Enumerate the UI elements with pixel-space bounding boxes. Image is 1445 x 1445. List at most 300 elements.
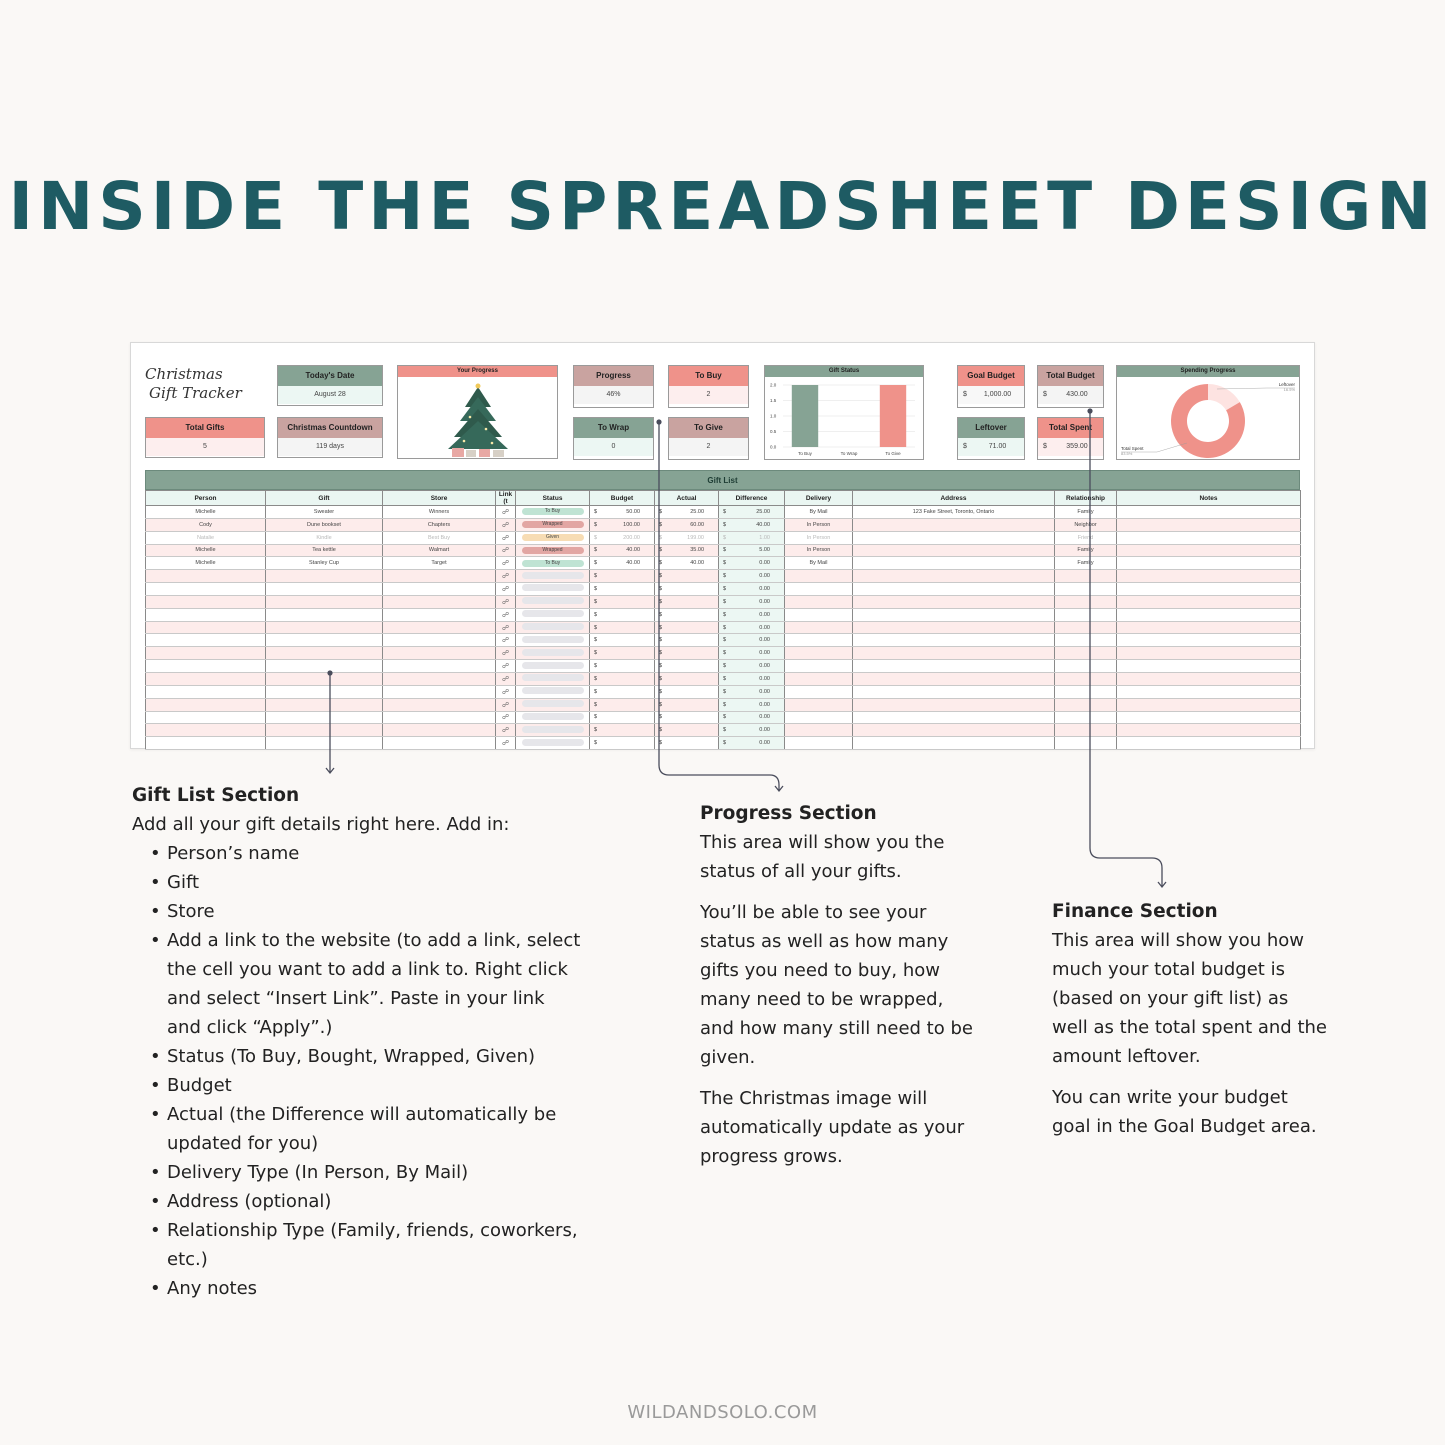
status-cell[interactable] (516, 698, 590, 711)
notes-cell[interactable] (1117, 647, 1301, 660)
address-cell[interactable] (853, 518, 1055, 531)
table-row (146, 698, 1301, 711)
person-cell[interactable] (146, 634, 266, 647)
status-cell[interactable] (516, 621, 590, 634)
currency-symbol: $ (659, 714, 663, 721)
difference-cell[interactable] (719, 724, 785, 737)
delivery-cell[interactable] (785, 660, 853, 673)
difference-cell[interactable] (719, 698, 785, 711)
store-cell[interactable]: Best Buy (383, 531, 496, 544)
gift-cell[interactable] (266, 647, 383, 660)
link-icon[interactable]: ☍ (501, 740, 510, 748)
table-row (146, 595, 1301, 608)
relationship-cell[interactable] (1055, 660, 1117, 673)
gift-cell[interactable] (266, 634, 383, 647)
budget-cell[interactable] (590, 506, 655, 519)
x-tick-label: To Give (885, 451, 901, 456)
notes-cell[interactable] (1117, 634, 1301, 647)
store-cell[interactable] (383, 608, 496, 621)
budget-cell[interactable] (590, 724, 655, 737)
actual-cell[interactable] (655, 685, 719, 698)
address-cell[interactable] (853, 647, 1055, 660)
difference-cell[interactable] (719, 660, 785, 673)
link-cell[interactable] (496, 518, 516, 531)
status-cell[interactable] (516, 685, 590, 698)
store-cell[interactable] (383, 634, 496, 647)
person-cell[interactable]: Michelle (146, 557, 266, 570)
relationship-cell[interactable] (1055, 634, 1117, 647)
address-cell[interactable] (853, 737, 1055, 750)
link-icon[interactable]: ☍ (501, 521, 510, 529)
address-cell[interactable] (853, 634, 1055, 647)
gift-cell[interactable] (266, 595, 383, 608)
gift-cell[interactable] (266, 660, 383, 673)
relationship-cell[interactable]: Family (1055, 544, 1117, 557)
currency-symbol: $ (594, 663, 598, 670)
link-icon[interactable]: ☍ (501, 598, 510, 606)
store-cell[interactable] (383, 724, 496, 737)
notes-cell[interactable] (1117, 531, 1301, 544)
difference-cell[interactable] (719, 621, 785, 634)
link-icon[interactable]: ☍ (501, 560, 510, 568)
delivery-cell[interactable] (785, 570, 853, 583)
status-dropdown[interactable]: Wrapped (522, 521, 584, 528)
y-tick-label: 2.0 (770, 382, 777, 388)
logo-line-2: Gift Tracker (149, 384, 242, 402)
gift-cell[interactable] (266, 711, 383, 724)
currency-symbol: $ (723, 675, 727, 682)
person-cell[interactable]: Michelle (146, 506, 266, 519)
delivery-cell[interactable] (785, 647, 853, 660)
actual-cell[interactable] (655, 647, 719, 660)
store-cell[interactable] (383, 583, 496, 596)
person-cell[interactable] (146, 647, 266, 660)
status-dropdown[interactable] (522, 674, 584, 681)
link-cell[interactable] (496, 608, 516, 621)
status-dropdown[interactable] (522, 649, 584, 656)
delivery-cell[interactable] (785, 672, 853, 685)
relationship-cell[interactable]: Friend (1055, 531, 1117, 544)
relationship-cell[interactable] (1055, 711, 1117, 724)
difference-cell[interactable] (719, 685, 785, 698)
difference-cell[interactable] (719, 518, 785, 531)
status-cell[interactable] (516, 634, 590, 647)
budget-cell[interactable] (590, 634, 655, 647)
link-icon[interactable]: ☍ (501, 688, 510, 696)
link-icon[interactable]: ☍ (501, 714, 510, 722)
spending-progress-chart-title: Spending Progress (1117, 366, 1299, 377)
notes-cell[interactable] (1117, 544, 1301, 557)
address-cell[interactable] (853, 711, 1055, 724)
delivery-cell[interactable] (785, 737, 853, 750)
link-cell[interactable] (496, 531, 516, 544)
link-icon[interactable]: ☍ (501, 611, 510, 619)
gift-cell[interactable]: Dune bookset (266, 518, 383, 531)
actual-cell[interactable] (655, 698, 719, 711)
status-dropdown[interactable] (522, 726, 584, 733)
difference-cell[interactable] (719, 711, 785, 724)
link-icon[interactable]: ☍ (501, 727, 510, 735)
person-cell[interactable] (146, 685, 266, 698)
budget-cell[interactable] (590, 660, 655, 673)
relationship-cell[interactable] (1055, 595, 1117, 608)
address-cell[interactable] (853, 724, 1055, 737)
address-cell[interactable] (853, 660, 1055, 673)
status-dropdown[interactable]: Given (522, 534, 584, 541)
budget-cell[interactable] (590, 711, 655, 724)
notes-cell[interactable] (1117, 608, 1301, 621)
table-row (146, 531, 1301, 544)
relationship-cell[interactable] (1055, 583, 1117, 596)
link-cell[interactable] (496, 570, 516, 583)
store-cell[interactable] (383, 698, 496, 711)
person-cell[interactable] (146, 672, 266, 685)
relationship-cell[interactable]: Family (1055, 506, 1117, 519)
actual-cell[interactable] (655, 621, 719, 634)
status-cell[interactable] (516, 506, 590, 519)
store-cell[interactable] (383, 685, 496, 698)
person-cell[interactable] (146, 711, 266, 724)
person-cell[interactable]: Natalie (146, 531, 266, 544)
delivery-cell[interactable]: In Person (785, 544, 853, 557)
delivery-cell[interactable] (785, 685, 853, 698)
relationship-cell[interactable] (1055, 724, 1117, 737)
actual-cell[interactable] (655, 634, 719, 647)
actual-cell[interactable] (655, 518, 719, 531)
budget-cell[interactable] (590, 608, 655, 621)
actual-cell[interactable] (655, 737, 719, 750)
link-cell[interactable] (496, 583, 516, 596)
relationship-cell[interactable]: Family (1055, 557, 1117, 570)
link-icon[interactable]: ☍ (501, 547, 510, 555)
todays-date-card (277, 365, 383, 406)
link-cell[interactable] (496, 557, 516, 570)
status-dropdown[interactable] (522, 662, 584, 669)
gift-cell[interactable]: Kindle (266, 531, 383, 544)
budget-cell[interactable] (590, 595, 655, 608)
status-dropdown[interactable] (522, 700, 584, 707)
address-cell[interactable]: 123 Fake Street, Toronto, Ontario (853, 506, 1055, 519)
actual-cell[interactable] (655, 660, 719, 673)
goal-budget-value[interactable] (958, 386, 1024, 404)
difference-cell[interactable] (719, 737, 785, 750)
budget-cell[interactable] (590, 647, 655, 660)
store-cell[interactable] (383, 672, 496, 685)
to-give-value: 2 (669, 438, 748, 456)
link-icon[interactable]: ☍ (501, 534, 510, 542)
store-cell[interactable] (383, 647, 496, 660)
gift-cell[interactable] (266, 608, 383, 621)
actual-cell[interactable] (655, 672, 719, 685)
link-cell[interactable] (496, 672, 516, 685)
actual-cell[interactable] (655, 544, 719, 557)
notes-cell[interactable] (1117, 621, 1301, 634)
person-cell[interactable] (146, 660, 266, 673)
link-cell[interactable] (496, 737, 516, 750)
link-cell[interactable] (496, 660, 516, 673)
status-dropdown[interactable] (522, 584, 584, 591)
store-cell[interactable]: Walmart (383, 544, 496, 557)
relationship-cell[interactable] (1055, 608, 1117, 621)
store-cell[interactable] (383, 621, 496, 634)
address-cell[interactable] (853, 595, 1055, 608)
actual-cell[interactable] (655, 608, 719, 621)
link-cell[interactable] (496, 685, 516, 698)
store-cell[interactable] (383, 660, 496, 673)
actual-cell[interactable] (655, 711, 719, 724)
status-cell[interactable] (516, 737, 590, 750)
link-cell[interactable] (496, 595, 516, 608)
status-cell[interactable] (516, 531, 590, 544)
list-item: • Gift (150, 868, 582, 897)
notes-cell[interactable] (1117, 672, 1301, 685)
difference-cell-amount: 40.00 (756, 521, 770, 528)
link-icon[interactable]: ☍ (501, 650, 510, 658)
budget-cell[interactable] (590, 698, 655, 711)
gift-cell[interactable] (266, 737, 383, 750)
status-dropdown[interactable] (522, 739, 584, 746)
delivery-cell[interactable]: By Mail (785, 506, 853, 519)
address-cell[interactable] (853, 570, 1055, 583)
status-cell[interactable] (516, 711, 590, 724)
difference-cell[interactable] (719, 506, 785, 519)
delivery-cell[interactable] (785, 634, 853, 647)
address-cell[interactable] (853, 672, 1055, 685)
status-cell[interactable] (516, 518, 590, 531)
delivery-cell[interactable] (785, 621, 853, 634)
budget-cell[interactable] (590, 570, 655, 583)
budget-cell[interactable] (590, 737, 655, 750)
person-cell[interactable] (146, 737, 266, 750)
actual-cell[interactable] (655, 570, 719, 583)
status-cell[interactable] (516, 595, 590, 608)
link-icon[interactable]: ☍ (501, 508, 510, 516)
link-cell[interactable] (496, 544, 516, 557)
difference-cell[interactable] (719, 544, 785, 557)
store-cell[interactable] (383, 595, 496, 608)
person-cell[interactable] (146, 570, 266, 583)
status-cell[interactable] (516, 583, 590, 596)
address-cell[interactable] (853, 583, 1055, 596)
total-gifts-value: 5 (146, 438, 264, 456)
person-cell[interactable] (146, 583, 266, 596)
notes-cell[interactable] (1117, 724, 1301, 737)
link-icon[interactable]: ☍ (501, 624, 510, 632)
notes-cell[interactable] (1117, 660, 1301, 673)
relationship-cell[interactable] (1055, 621, 1117, 634)
gift-cell[interactable] (266, 672, 383, 685)
address-cell[interactable] (853, 685, 1055, 698)
person-cell[interactable]: Cody (146, 518, 266, 531)
difference-cell[interactable] (719, 608, 785, 621)
gift-cell[interactable]: Sweater (266, 506, 383, 519)
gift-cell[interactable] (266, 583, 383, 596)
address-cell[interactable] (853, 608, 1055, 621)
budget-cell[interactable] (590, 531, 655, 544)
person-cell[interactable] (146, 724, 266, 737)
notes-cell[interactable] (1117, 583, 1301, 596)
status-cell[interactable] (516, 570, 590, 583)
status-dropdown[interactable] (522, 713, 584, 720)
to-wrap-label: To Wrap (574, 418, 653, 438)
link-cell[interactable] (496, 506, 516, 519)
store-cell[interactable]: Target (383, 557, 496, 570)
store-cell[interactable] (383, 711, 496, 724)
link-cell[interactable] (496, 634, 516, 647)
difference-cell[interactable] (719, 672, 785, 685)
status-cell[interactable] (516, 660, 590, 673)
todays-date-value[interactable]: August 28 (278, 386, 382, 404)
link-cell[interactable] (496, 647, 516, 660)
delivery-cell[interactable] (785, 595, 853, 608)
difference-cell[interactable] (719, 557, 785, 570)
delivery-cell[interactable] (785, 724, 853, 737)
relationship-cell[interactable]: Neighbor (1055, 518, 1117, 531)
notes-cell[interactable] (1117, 698, 1301, 711)
leftover-card (957, 417, 1025, 460)
gift-status-chart-title: Gift Status (765, 366, 923, 377)
table-row (146, 506, 1301, 519)
person-cell[interactable] (146, 698, 266, 711)
gift-cell[interactable]: Tea kettle (266, 544, 383, 557)
status-cell[interactable] (516, 608, 590, 621)
table-row (146, 570, 1301, 583)
link-cell[interactable] (496, 711, 516, 724)
status-cell[interactable] (516, 647, 590, 660)
budget-cell[interactable] (590, 557, 655, 570)
difference-cell[interactable] (719, 570, 785, 583)
link-icon[interactable]: ☍ (501, 585, 510, 593)
address-cell[interactable] (853, 698, 1055, 711)
actual-cell[interactable] (655, 557, 719, 570)
person-cell[interactable] (146, 595, 266, 608)
notes-cell[interactable] (1117, 737, 1301, 750)
link-icon[interactable]: ☍ (501, 637, 510, 645)
progress-value: 46% (574, 386, 653, 404)
gift-cell[interactable] (266, 621, 383, 634)
delivery-cell[interactable]: In Person (785, 531, 853, 544)
status-dropdown[interactable] (522, 572, 584, 579)
status-cell[interactable] (516, 557, 590, 570)
address-cell[interactable] (853, 544, 1055, 557)
store-cell[interactable] (383, 737, 496, 750)
budget-cell[interactable] (590, 583, 655, 596)
link-icon[interactable]: ☍ (501, 663, 510, 671)
status-cell[interactable] (516, 672, 590, 685)
store-cell[interactable] (383, 570, 496, 583)
difference-cell[interactable] (719, 647, 785, 660)
difference-cell-amount: 0.00 (759, 650, 770, 657)
delivery-cell[interactable] (785, 583, 853, 596)
link-icon[interactable]: ☍ (501, 573, 510, 581)
person-cell[interactable] (146, 621, 266, 634)
link-cell[interactable] (496, 698, 516, 711)
status-dropdown[interactable]: To Buy (522, 508, 584, 515)
person-cell[interactable] (146, 608, 266, 621)
status-dropdown[interactable] (522, 597, 584, 604)
gift-cell[interactable] (266, 698, 383, 711)
currency-symbol: $ (659, 727, 663, 734)
link-cell[interactable] (496, 621, 516, 634)
status-dropdown[interactable]: Wrapped (522, 547, 584, 554)
notes-cell[interactable] (1117, 711, 1301, 724)
footer-website[interactable]: WILDANDSOLO.COM (627, 1402, 818, 1423)
status-dropdown[interactable]: To Buy (522, 560, 584, 567)
relationship-cell[interactable] (1055, 647, 1117, 660)
notes-cell[interactable] (1117, 595, 1301, 608)
notes-cell[interactable] (1117, 557, 1301, 570)
relationship-cell[interactable] (1055, 698, 1117, 711)
link-icon[interactable]: ☍ (501, 701, 510, 709)
actual-cell[interactable] (655, 583, 719, 596)
delivery-cell[interactable] (785, 698, 853, 711)
gift-cell[interactable] (266, 685, 383, 698)
link-cell[interactable] (496, 724, 516, 737)
status-dropdown[interactable] (522, 610, 584, 617)
donut-label: Leftover (1278, 382, 1295, 387)
difference-cell[interactable] (719, 583, 785, 596)
relationship-cell[interactable] (1055, 570, 1117, 583)
relationship-cell[interactable] (1055, 672, 1117, 685)
notes-cell[interactable] (1117, 518, 1301, 531)
budget-cell[interactable] (590, 621, 655, 634)
notes-cell[interactable] (1117, 506, 1301, 519)
gift-cell[interactable]: Stanley Cup (266, 557, 383, 570)
gift-list-title: Gift List (145, 470, 1300, 490)
gift-cell[interactable] (266, 724, 383, 737)
actual-cell[interactable] (655, 595, 719, 608)
notes-cell[interactable] (1117, 685, 1301, 698)
delivery-cell[interactable] (785, 711, 853, 724)
relationship-cell[interactable] (1055, 737, 1117, 750)
address-cell[interactable] (853, 531, 1055, 544)
budget-cell[interactable] (590, 518, 655, 531)
actual-cell[interactable] (655, 724, 719, 737)
budget-cell[interactable] (590, 672, 655, 685)
table-row (146, 737, 1301, 750)
difference-cell[interactable] (719, 531, 785, 544)
budget-cell[interactable] (590, 544, 655, 557)
link-icon[interactable]: ☍ (501, 675, 510, 683)
difference-cell[interactable] (719, 595, 785, 608)
countdown-label: Christmas Countdown (278, 418, 382, 438)
gift-cell[interactable] (266, 570, 383, 583)
table-row (146, 647, 1301, 660)
store-cell[interactable]: Winners (383, 506, 496, 519)
delivery-cell[interactable] (785, 608, 853, 621)
person-cell[interactable]: Michelle (146, 544, 266, 557)
status-dropdown[interactable] (522, 623, 584, 630)
currency-symbol: $ (594, 727, 598, 734)
budget-cell[interactable] (590, 685, 655, 698)
relationship-cell[interactable] (1055, 685, 1117, 698)
address-cell[interactable] (853, 557, 1055, 570)
address-cell[interactable] (853, 621, 1055, 634)
store-cell[interactable]: Chapters (383, 518, 496, 531)
actual-cell[interactable] (655, 506, 719, 519)
status-cell[interactable] (516, 724, 590, 737)
actual-cell[interactable] (655, 531, 719, 544)
delivery-cell[interactable]: By Mail (785, 557, 853, 570)
difference-cell[interactable] (719, 634, 785, 647)
list-item: • Actual (the Difference will automatically be updated for you) (150, 1100, 582, 1158)
delivery-cell[interactable]: In Person (785, 518, 853, 531)
status-dropdown[interactable] (522, 636, 584, 643)
notes-cell[interactable] (1117, 570, 1301, 583)
currency-symbol: $ (594, 547, 598, 554)
status-cell[interactable] (516, 544, 590, 557)
status-dropdown[interactable] (522, 687, 584, 694)
